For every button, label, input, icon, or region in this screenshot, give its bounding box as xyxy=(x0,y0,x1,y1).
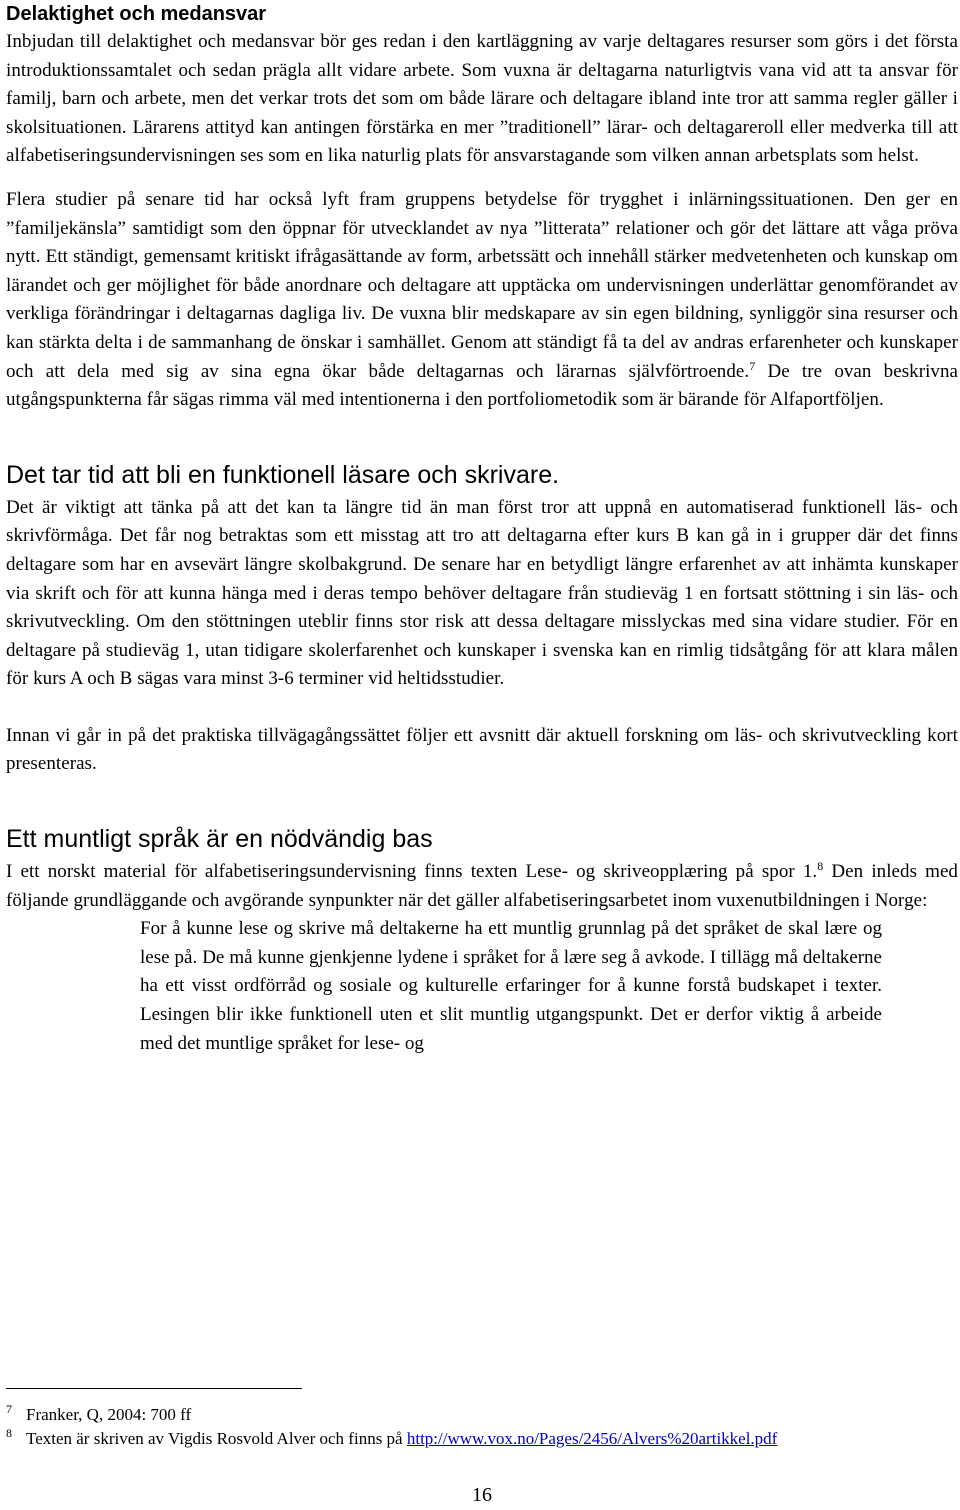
footnote-separator xyxy=(6,1388,302,1389)
footnote-link[interactable]: http://www.vox.no/Pages/2456/Alvers%20artikkel.pdf xyxy=(406,1429,778,1448)
footnote-number: 7 xyxy=(6,1402,12,1416)
paragraph-delaktighet-2 xyxy=(6,186,958,415)
section-heading-muntligt: Ett muntligt språk är en nödvändig bas xyxy=(6,825,433,854)
section-heading-delaktighet: Delaktighet och medansvar xyxy=(6,3,267,25)
footnote-number: 8 xyxy=(6,1426,12,1440)
paragraph-muntligt-1 xyxy=(6,858,958,915)
page-number: 16 xyxy=(472,1484,492,1506)
document-page xyxy=(6,0,958,1506)
section-heading-funktionell: Det tar tid att bli en funktionell läsare och skrivare. xyxy=(6,460,560,489)
paragraph-text: De tre ovan beskrivna utgångspunkterna får sägas rimma väl med intentionerna i den portfoliometodik som är bärande för Alfaportföljen. xyxy=(6,360,958,411)
footnote-text: Franker, Q, 2004: 700 ff xyxy=(26,1405,192,1424)
block-quote: For å kunne lese og skrive må deltakerne ha ett muntlig grunnlag på det språket de skal lære og lese på. De må kunne gjenkjenne lydene i språket for å lære seg å avkode. I tillägg må deltakerne ha ett visst ordförråd og sosiale og kulturelle erfaringer for å kunne forstå budskapet i texter. Lesingen blir ikke funktionell uten et slit muntlig utgangspunkt. Det er derfor viktig å arbeide med det muntlige språket for lese- og xyxy=(140,918,882,1054)
paragraph-funktionell-1: Det är viktigt att tänka på att det kan ta längre tid än man först tror att uppnå en automatiserad funktionell läs- och skrivförmåga. Det får nog betraktas som ett misstag att tro att deltagarna efter kurs B kan gå in i grupper där det finns deltagare som har en avsevärt längre skolbakgrund. De senare har en betydligt längre erfarenhet av att inhämta kunskaper via skrift och för att kunna hänga med i deras tempo behöver deltagare från studieväg 1 en fortsatt stöttning i sin läs- och skrivutveckling. Om den stöttningen uteblir finns stor risk att dessa deltagare misslyckas med sina vidare studier. För en deltagare på studieväg 1, utan tidigare skolerfarenhet och kunskaper i svenska kan en rimlig tidsåtgång för att klara målen för kurs A och B sägas vara minst 3-6 terminer vid heltidsstudier. xyxy=(6,496,958,690)
footnote-ref-7[interactable]: 7 xyxy=(749,358,756,373)
paragraph-text: Flera studier på senare tid har också lyft fram gruppens betydelse för trygghet i inlärningssituationen. Den ger en ”familjekänsla” samtidigt som den öppnar för utvecklandet av nya ”litterata” relationer och gör det lättare att våga pröva nytt. Ett ständigt, gemensamt kritiskt ifrågasättande av form, arbetssätt och innehåll stärker medvetenheten och kunskap om lärandet och ger möjlighet för både anordnare och deltagare att upptäcka om undervisningen underlättar genomförandet av verkliga förändringar i deltagarnas dagliga liv. De vuxna blir medskapare av sin egen bildning, synliggör sina resurser och kan stärkta delta i de sammanhang de önskar i samhället. Genom att ständigt få ta del av andras erfarenheter och kunskaper och att dela med sig av sina egna ökar både deltagarnas och lärarnas självförtroende. xyxy=(6,188,958,382)
paragraph-delaktighet-1: Inbjudan till delaktighet och medansvar bör ges redan i den kartläggning av varje deltagares resurser som görs i det första introduktionssamtalet och sedan prägla allt vidare arbete. Som vuxna är deltagarna naturligtvis vana vid att ta ansvar för familj, barn och arbete, men det verkar trots det som om både lärare och deltagare ibland inte tror att samma regler gäller i skolsituationen. Lärarens attityd kan antingen förstärka en mer ”traditionell” lärar- och deltagareroll eller medverka till att alfabetiseringsundervisningen ses som en lika naturlig plats för ansvarstagande som vilken annan arbetsplats som helst. xyxy=(6,31,958,167)
paragraph-funktionell-2: Innan vi går in på det praktiska tillvägagångssättet följer ett avsnitt där aktuell forskning om läs- och skrivutveckling kort presenteras. xyxy=(6,724,958,775)
paragraph-text: Den inleds med följande grundläggande och avgörande synpunkter när det gäller alfabetiseringsarbetet inom vuxenutbildningen i Norge: xyxy=(6,861,958,911)
footnote-ref-8[interactable]: 8 xyxy=(817,859,824,874)
footnote-text: Texten är skriven av Vigdis Rosvold Alver och finns på xyxy=(26,1429,407,1448)
footnote-text-wrap xyxy=(26,1428,777,1450)
paragraph-text: I ett norskt material för alfabetiseringsundervisning finns texten Lese- og skriveopplæring på spor 1. xyxy=(6,861,818,883)
